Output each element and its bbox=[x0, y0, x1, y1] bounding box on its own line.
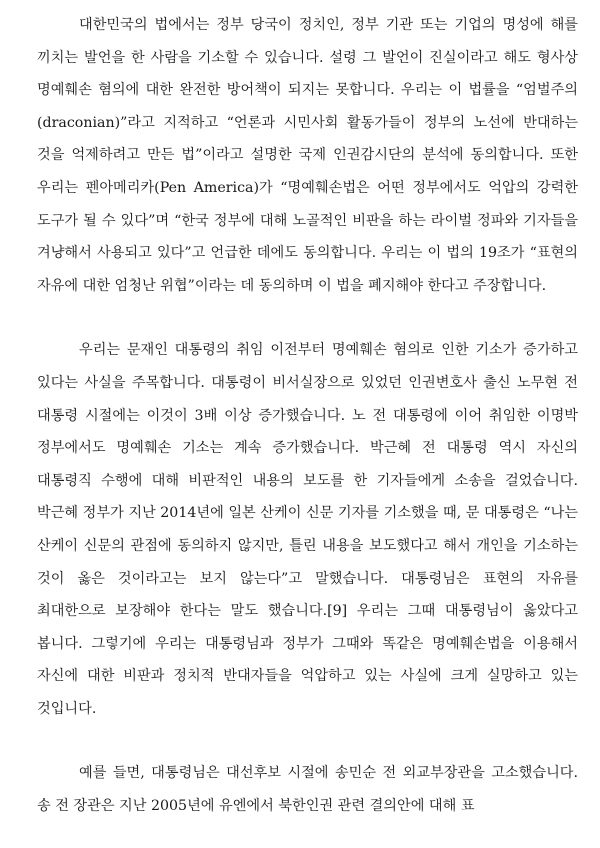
paragraph-example: 예를 들면, 대통령님은 대선후보 시절에 송민순 전 외교부장관을 고소했습니다. 송 전 장관은 지난 2005년에 유엔에서 북한인권 관련 결의안에 대해 표 bbox=[37, 765, 578, 815]
paragraph-defamation-law: 대한민국의 법에서는 정부 당국이 정치인, 정부 기관 또는 기업의 명성에 해를 끼치는 발언을 한 사람을 기소할 수 있습니다. 설령 그 발언이 진실이라고 해도 형사상 명예훼손 혐의에 대한 완전한 방어책이 되지는 못합니다. 우리는 이 법률을 “엄벌주의(draconian)”라고 지적하고 “언론과 시민사회 활동가들이 정부의 노선에 반대하는 것을 억제하려고 만든 법”이라고 설명한 국제 인권감시단의 분석에 동의합니다. 또한 우리는 펜아메리카(Pen America)가 “명예훼손법은 어떤 정부에서도 억압의 강력한 도구가 될 수 있다”며 “한국 정부에 대해 노골적인 비판을 하는 라이벌 정파와 기자들을 겨냥해서 사용되고 있다”고 언급한 데에도 동의합니다. 우리는 이 법의 19조가 “표현의 자유에 대한 엄청난 위협”이라는 데 동의하며 이 법을 폐지해야 한다고 주장합니다. bbox=[37, 17, 578, 294]
paragraph-prosecution-history: 우리는 문재인 대통령의 취임 이전부터 명예훼손 혐의로 인한 기소가 증가하고 있다는 사실을 주목합니다. 대통령이 비서실장으로 있었던 인권변호사 출신 노무현 전 대통령 시절에는 이것이 3배 이상 증가했습니다. 노 전 대통령에 이어 취임한 이명박 정부에서도 명예훼손 기소는 계속 증가했습니다. 박근혜 전 대통령 역시 자신의 대통령직 수행에 대해 비판적인 내용의 보도를 한 기자들에게 소송을 걸었습니다. 박근혜 정부가 지난 2014년에 일본 산케이 신문 기자를 기소했을 때, 문 대통령은 “나는 산케이 신문의 관점에 동의하지 않지만, 틀린 내용을 보도했다고 해서 개인을 기소하는 것이 옳은 것이라고는 보지 않는다”고 말했습니다. 대통령님은 표현의 자유를 최대한으로 보장해야 한다는 말도 했습니다.[9] 우리는 그때 대통령님이 옳았다고 봅니다. 그렇기에 우리는 대통령님과 정부가 그때와 똑같은 명예훼손법을 이용해서 자신에 대한 비판과 정치적 반대자들을 억압하고 있는 사실에 크게 실망하고 있는 것입니다. bbox=[37, 342, 578, 717]
